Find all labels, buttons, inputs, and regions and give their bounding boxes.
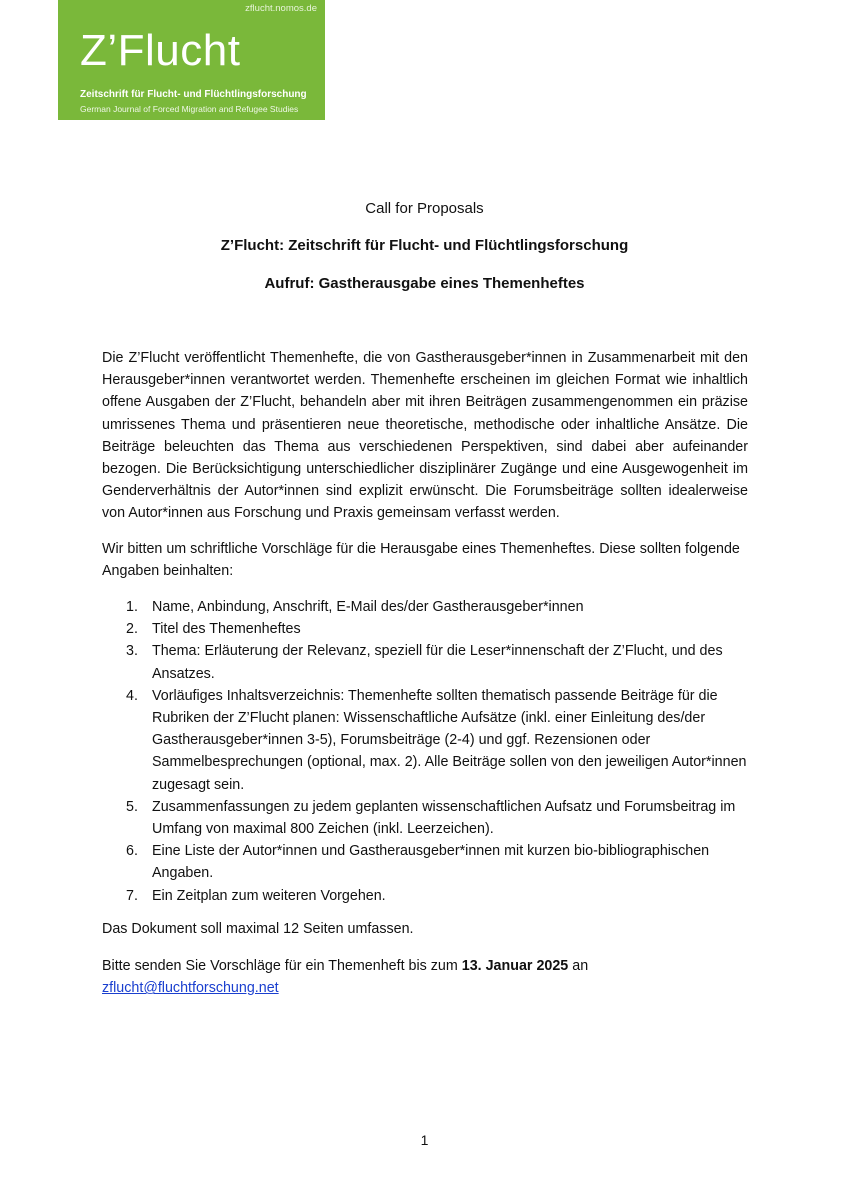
list-item: [102, 618, 748, 640]
logo-subtitle-english: German Journal of Forced Migration and Refugee Studies: [80, 104, 299, 114]
submission-text: Bitte senden Sie Vorschläge für ein Themenheft bis zum: [102, 958, 462, 974]
list-item: [102, 596, 748, 618]
list-item-text: Titel des Themenheftes: [152, 621, 301, 638]
logo-subtitle: Zeitschrift für Flucht- und Flüchtlingsforschung: [80, 89, 307, 100]
length-note: Das Dokument soll maximal 12 Seiten umfassen.: [102, 921, 414, 937]
list-item-text: Eine Liste der Autor*innen und Gastherausgeber*innen mit kurzen bio-bibliographischen Angaben.: [152, 843, 710, 882]
list-item-number: 1.: [126, 599, 138, 615]
submission-deadline: 13. Januar 2025: [461, 958, 569, 974]
list-item: [102, 885, 748, 907]
list-item-number: 6.: [126, 843, 138, 860]
list-item-text: Zusammenfassungen zu jedem geplanten wissenschaftlichen Aufsatz und Forumsbeitrag im Umfang von maximal 800 Zeichen (inkl. Leerzeichen).: [152, 798, 736, 838]
list-item-text: Name, Anbindung, Anschrift, E-Mail des/der Gastherausgeber*innen: [152, 599, 584, 615]
logo-title: Z’Flucht: [80, 26, 241, 75]
list-item-number: 7.: [126, 887, 138, 904]
list-item-number: 5.: [126, 798, 138, 815]
email-link[interactable]: zflucht@fluchtforschung.net: [102, 980, 279, 997]
journal-logo: [58, 0, 325, 120]
list-item: [102, 840, 748, 884]
list-item-text: Thema: Erläuterung der Relevanz, speziell für die Leser*innenschaft der Z’Flucht, und des Ansatzes.: [152, 643, 723, 682]
page-number: 1: [420, 1132, 429, 1148]
list-item-number: 2.: [126, 621, 138, 638]
intro-paragraph: Die Z’Flucht veröffentlicht Themenhefte, die von Gastherausgeber*innen in Zusammenarbeit mit den Herausgeber*innen verantwortet werden. Themenhefte erscheinen im gleichen Format wie inhaltlich offene Ausgaben der Z’Flucht, behandeln aber mit ihren Beiträgen zusammengenommen ein präzise umrissenes Thema und präsentieren neue theoretische, methodische oder inhaltliche Ansätze. Die Beiträge beleuchten das Thema aus verschiedenen Perspektiven, sind dabei aber aufeinander bezogen. Die Berücksichtigung unterschiedlicher disziplinärer Zugänge und eine Ausgewogenheit im Genderverhältnis der Autor*innen sind explizit erwünscht. Die Forumsbeiträge sollten idealerweise von Autor*innen aus Forschung und Praxis gemeinsam verfasst werden.: [102, 350, 748, 522]
call-title-heading: Aufruf: Gastherausgabe eines Themenheftes: [264, 275, 585, 292]
journal-title-heading: Z’Flucht: Zeitschrift für Flucht- und Flüchtlingsforschung: [220, 237, 629, 254]
list-item: [102, 685, 748, 796]
submission-paragraph: [102, 955, 748, 999]
logo-url: zflucht.nomos.de: [245, 3, 317, 14]
list-item-number: 3.: [126, 643, 138, 660]
list-item: [102, 796, 748, 840]
list-item-number: 4.: [126, 687, 138, 704]
list-item-text: Ein Zeitplan zum weiteren Vorgehen.: [152, 887, 386, 904]
request-paragraph: Wir bitten um schriftliche Vorschläge für die Herausgabe eines Themenheftes. Diese sollten folgende Angaben beinhalten:: [102, 541, 740, 580]
submission-text-suffix: an: [568, 958, 589, 974]
call-for-proposals-heading: Call for Proposals: [365, 200, 484, 217]
list-item-text: Vorläufiges Inhaltsverzeichnis: Themenhefte sollten thematisch passende Beiträge für die Rubriken der Z’Flucht planen: Wissenschaftliche Aufsätze (inkl. einer Einleitung des/der Gastherausgeber*innen 3-5), Forumsbeiträge (2-4) und ggf. Rezensionen oder Sammelbesprechungen (optional, max. 2). Alle Beiträge sollen von den jeweiligen Autor*innen zugesagt sein.: [152, 687, 747, 793]
list-item: [102, 640, 748, 684]
requirements-list: [102, 596, 748, 907]
